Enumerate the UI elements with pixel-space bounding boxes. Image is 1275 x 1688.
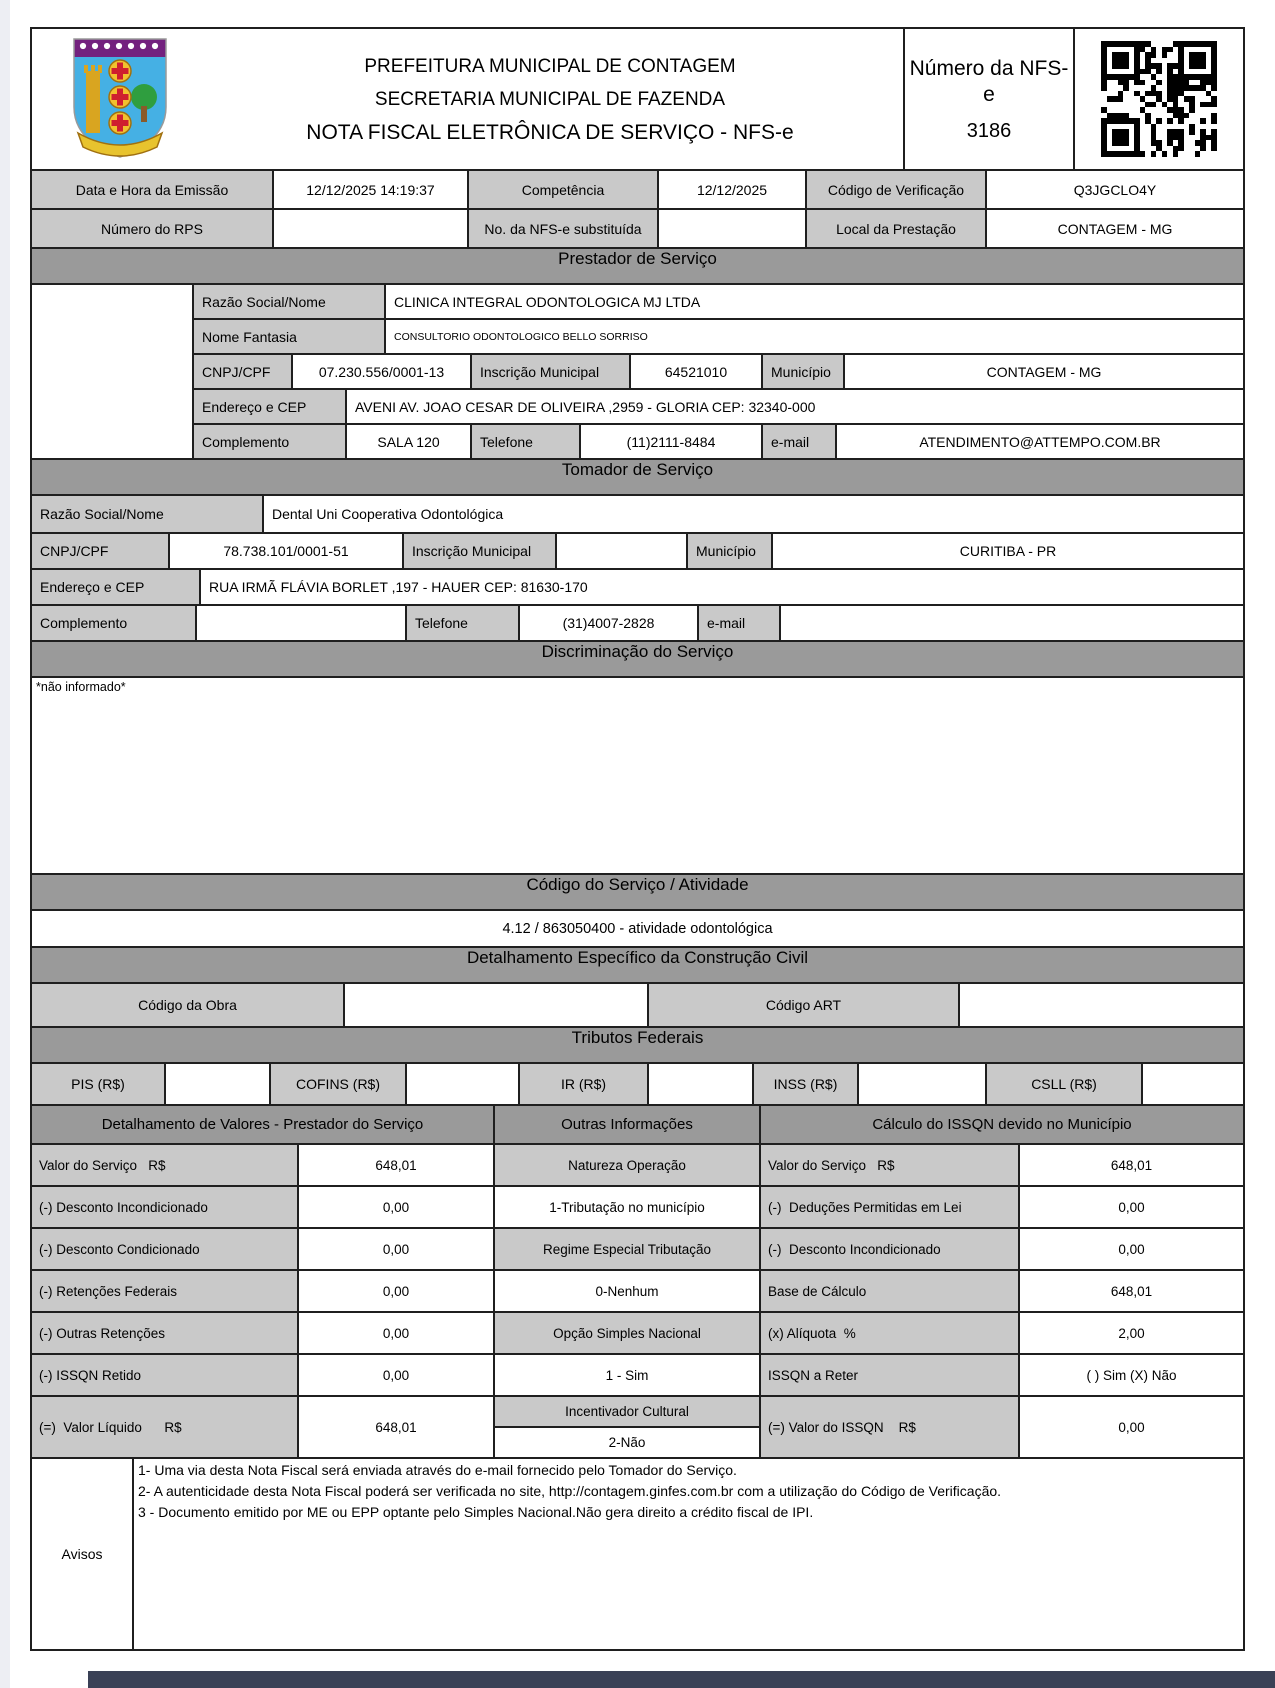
ir-value [647,1064,752,1104]
verification-code-label: Código de Verificação [805,171,985,208]
nfse-number-label: Número da NFS-e [909,56,1069,106]
prestador-telefone-label: Telefone [470,425,579,458]
outras-info-row [495,1355,759,1397]
issqn-row-value: 2,00 [1018,1313,1243,1353]
valores-row-label: (-) Retenções Federais [32,1271,297,1311]
issqn-row [761,1397,1243,1457]
csll-value [1141,1064,1243,1104]
tributos-row [32,1062,1243,1104]
contagem-coat-of-arms-logo [32,35,207,163]
competencia-value: 12/12/2025 [657,171,805,208]
valores-col2-title: Outras Informações [495,1106,759,1145]
prestador-municipio-value: CONTAGEM - MG [843,355,1243,388]
prestador-cnpj-label: CNPJ/CPF [194,355,291,388]
outras-info-cell: Regime Especial Tributação [495,1229,759,1269]
valores-col1-title: Detalhamento de Valores - Prestador do Serviço [32,1106,493,1145]
valores-row-value: 0,00 [297,1271,493,1311]
pis-label: PIS (R$) [32,1064,164,1104]
valores-row-label: (-) ISSQN Retido [32,1355,297,1395]
tomador-inscricao-value [555,534,686,568]
ir-label: IR (R$) [518,1064,647,1104]
rps-label: Número do RPS [32,210,272,247]
issqn-row-value: 0,00 [1018,1187,1243,1227]
tomador-municipio-label: Município [686,534,771,568]
document-title [207,50,903,149]
codigo-art-value [958,984,1243,1026]
issqn-row-label: (-) Deduções Permitidas em Lei [761,1187,1018,1227]
tomador-municipio-value: CURITIBA - PR [771,534,1243,568]
construcao-section-header: Detalhamento Específico da Construção Civil [32,946,1243,982]
valores-row-value: 0,00 [297,1313,493,1353]
tomador-complemento-row [32,604,1243,640]
emission-date-value: 12/12/2025 14:19:37 [272,171,467,208]
issqn-row-value: 0,00 [1018,1397,1243,1457]
scan-edge [0,0,10,1688]
tomador-razao-value: Dental Uni Cooperativa Odontológica [262,496,1243,532]
csll-label: CSLL (R$) [985,1064,1141,1104]
tomador-complemento-label: Complemento [32,606,195,640]
valores-row-value: 0,00 [297,1187,493,1227]
prestador-complemento-value: SALA 120 [345,425,470,458]
prestador-complemento-label: Complemento [194,425,345,458]
avisos-text [132,1459,1243,1649]
issqn-row [761,1355,1243,1397]
tributos-section-header: Tributos Federais [32,1026,1243,1062]
incentivador-cultural-value: 2-Não [608,1435,646,1450]
valores-row [32,1271,493,1313]
codigo-servico-value: 4.12 / 863050400 - atividade odontológica [502,920,773,937]
tomador-telefone-label: Telefone [405,606,518,640]
outras-info-row [495,1271,759,1313]
outras-info-row [495,1229,759,1271]
outras-info-row [495,1145,759,1187]
valores-col-prestador [32,1106,493,1457]
tomador-telefone-value: (31)4007-2828 [518,606,697,640]
tomador-razao-label: Razão Social/Nome [32,496,262,532]
tomador-email-value [779,606,1243,640]
title-line-2: SECRETARIA MUNICIPAL DE FAZENDA [374,88,726,110]
discriminacao-content: *não informado* [36,680,126,694]
prestador-logo-placeholder [32,285,192,458]
competencia-label: Competência [467,171,657,208]
outras-info-cell: 1 - Sim [605,1367,649,1383]
issqn-row-label: (-) Desconto Incondicionado [761,1229,1018,1269]
outras-info-row [495,1397,759,1457]
prestador-inscricao-label: Inscrição Municipal [470,355,629,388]
codigo-obra-label: Código da Obra [32,984,343,1026]
issqn-row [761,1145,1243,1187]
tomador-cnpj-label: CNPJ/CPF [32,534,168,568]
valores-section [32,1104,1243,1457]
issqn-row-value: ( ) Sim (X) Não [1018,1355,1243,1395]
title-line-3: NOTA FISCAL ELETRÔNICA DE SERVIÇO - NFS-e [306,120,794,144]
prestador-fantasia-value: CONSULTORIO ODONTOLOGICO BELLO SORRISO [384,320,1243,353]
issqn-row-label: (x) Alíquota % [761,1313,1018,1353]
valores-col3-title: Cálculo do ISSQN devido no Município [761,1106,1243,1145]
discriminacao-body-row [32,676,1243,873]
valores-row-value: 648,01 [297,1397,493,1457]
issqn-row-label: (=) Valor do ISSQN R$ [761,1397,1018,1457]
nfse-document [30,27,1245,1651]
pis-value [164,1064,269,1104]
emission-row-1 [32,169,1243,208]
avisos-line-1: 1- Uma via desta Nota Fiscal será enviada através do e-mail fornecido pelo Tomador do Serviço. [138,1462,737,1478]
prestador-endereco-label: Endereço e CEP [194,390,345,423]
issqn-row [761,1271,1243,1313]
tomador-complemento-value [195,606,405,640]
issqn-row-label: ISSQN a Reter [761,1355,1018,1395]
tomador-email-label: e-mail [697,606,779,640]
tomador-inscricao-label: Inscrição Municipal [402,534,555,568]
codigo-servico-section-header: Código do Serviço / Atividade [32,873,1243,909]
inss-label: INSS (R$) [752,1064,857,1104]
codigo-art-label: Código ART [647,984,958,1026]
prestador-razao-label: Razão Social/Nome [194,285,384,318]
valores-row-value: 0,00 [297,1355,493,1395]
local-prestacao-value: CONTAGEM - MG [985,210,1243,247]
tomador-section-header: Tomador de Serviço [32,458,1243,494]
valores-row-label: (=) Valor Líquido R$ [32,1397,297,1457]
valores-row-value: 648,01 [297,1145,493,1185]
outras-info-cell: Natureza Operação [495,1145,759,1185]
prestador-cnpj-value: 07.230.556/0001-13 [291,355,470,388]
tomador-endereco-row [32,568,1243,604]
prestador-email-label: e-mail [761,425,835,458]
prestador-telefone-value: (11)2111-8484 [579,425,761,458]
qr-code-cell [1073,29,1243,169]
issqn-row-value: 648,01 [1018,1145,1243,1185]
verification-code-value: Q3JGCLO4Y [985,171,1243,208]
issqn-row-label: Valor do Serviço R$ [761,1145,1018,1185]
prestador-section-header: Prestador de Serviço [32,247,1243,283]
outras-info-cell: 1-Tributação no município [549,1199,705,1215]
tomador-endereco-label: Endereço e CEP [32,570,199,604]
tomador-cnpj-row [32,532,1243,568]
document-header [32,29,1243,169]
emission-row-2 [32,208,1243,247]
issqn-row [761,1313,1243,1355]
prestador-block [32,283,1243,458]
prestador-inscricao-value: 64521010 [629,355,761,388]
bottom-page-bar [88,1671,1275,1688]
outras-info-cell: 0-Nenhum [595,1283,659,1299]
tomador-endereco-value: RUA IRMÃ FLÁVIA BORLET ,197 - HAUER CEP: 81630-170 [199,570,1243,604]
avisos-label: Avisos [61,1546,103,1562]
issqn-row [761,1229,1243,1271]
nfse-substituida-label: No. da NFS-e substituída [467,210,657,247]
inss-value [857,1064,985,1104]
valores-row-label: (-) Desconto Incondicionado [32,1187,297,1227]
cofins-label: COFINS (R$) [269,1064,405,1104]
incentivador-cultural-label: Incentivador Cultural [495,1397,759,1428]
cofins-value [405,1064,518,1104]
valores-col-outras [493,1106,759,1457]
avisos-section [32,1457,1243,1649]
prestador-fantasia-label: Nome Fantasia [194,320,384,353]
outras-info-row [495,1187,759,1229]
construcao-row [32,982,1243,1026]
issqn-row [761,1187,1243,1229]
valores-row-label: (-) Desconto Condicionado [32,1229,297,1269]
avisos-line-3: 3 - Documento emitido por ME ou EPP optante pelo Simples Nacional.Não gera direito a crédito fiscal de IPI. [138,1504,814,1520]
valores-col-issqn [759,1106,1243,1457]
tomador-razao-row [32,494,1243,532]
issqn-row-value: 0,00 [1018,1229,1243,1269]
prestador-razao-value: CLINICA INTEGRAL ODONTOLOGICA MJ LTDA [384,285,1243,318]
prestador-email-value: ATENDIMENTO@ATTEMPO.COM.BR [835,425,1243,458]
prestador-endereco-value: AVENI AV. JOAO CESAR DE OLIVEIRA ,2959 - GLORIA CEP: 32340-000 [345,390,1243,423]
issqn-row-value: 648,01 [1018,1271,1243,1311]
valores-row-value: 0,00 [297,1229,493,1269]
avisos-line-2: 2- A autenticidade desta Nota Fiscal poderá ser verificada no site, http://contagem.ginfes.com.br com a utilização do Código de Verificação. [138,1483,1002,1499]
valores-row-label: Valor do Serviço R$ [32,1145,297,1185]
valores-row [32,1187,493,1229]
discriminacao-section-header: Discriminação do Serviço [32,640,1243,676]
nfse-substituida-value [657,210,805,247]
prestador-municipio-label: Município [761,355,843,388]
valores-row [32,1145,493,1187]
valores-row [32,1355,493,1397]
valores-row [32,1313,493,1355]
qr-code-icon [1101,41,1217,157]
issqn-row-label: Base de Cálculo [761,1271,1018,1311]
header-title-cell [32,29,903,169]
emission-date-label: Data e Hora da Emissão [32,171,272,208]
valores-row [32,1229,493,1271]
outras-info-cell: Opção Simples Nacional [495,1313,759,1353]
valores-row [32,1397,493,1457]
nfse-number-value: 3186 [966,119,1012,142]
tomador-cnpj-value: 78.738.101/0001-51 [168,534,402,568]
nfse-number-cell [903,29,1073,169]
rps-value [272,210,467,247]
local-prestacao-label: Local da Prestação [805,210,985,247]
valores-row-label: (-) Outras Retenções [32,1313,297,1353]
outras-info-row [495,1313,759,1355]
codigo-servico-row [32,909,1243,946]
codigo-obra-value [343,984,647,1026]
title-line-1: PREFEITURA MUNICIPAL DE CONTAGEM [364,55,736,77]
